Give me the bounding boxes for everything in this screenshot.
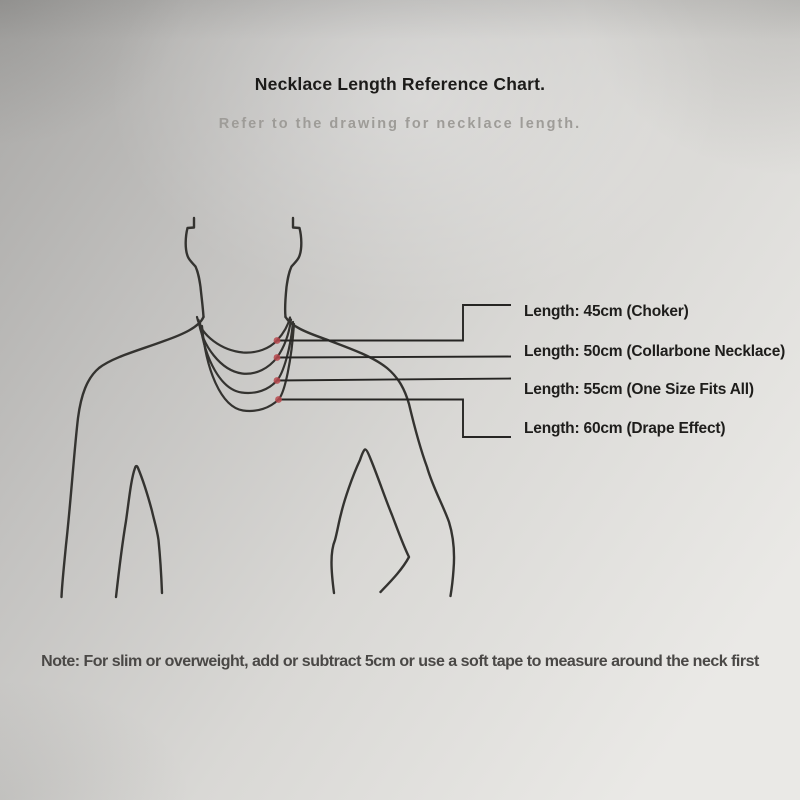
marker-dot-55cm (274, 377, 281, 384)
armpit-left-outline (116, 466, 162, 597)
marker-dot-60cm (275, 396, 282, 403)
marker-dot-50cm (274, 354, 281, 361)
armpit-right-outline (332, 449, 410, 593)
shoulder-arm-left-outline (62, 317, 204, 597)
callout-line-55cm (277, 379, 511, 381)
marker-dot-45cm (274, 337, 281, 344)
length-label-45cm: Length: 45cm (Choker) (524, 303, 689, 320)
page-subtitle: Refer to the drawing for necklace length. (218, 116, 582, 132)
footer-note: Note: For slim or overweight, add or subtract 5cm or use a soft tape to measure around the neck first (41, 653, 759, 670)
jaw-right-outline (285, 218, 301, 317)
length-label-60cm: Length: 60cm (Drape Effect) (524, 420, 726, 437)
callout-line-50cm (277, 357, 511, 358)
page-title: Necklace Length Reference Chart. (254, 74, 546, 94)
callout-line-60cm (279, 400, 512, 438)
necklace-curve-45cm (197, 317, 290, 353)
length-label-55cm: Length: 55cm (One Size Fits All) (524, 381, 754, 398)
length-label-50cm: Length: 50cm (Collarbone Necklace) (524, 343, 786, 360)
jaw-left-outline (186, 218, 204, 317)
